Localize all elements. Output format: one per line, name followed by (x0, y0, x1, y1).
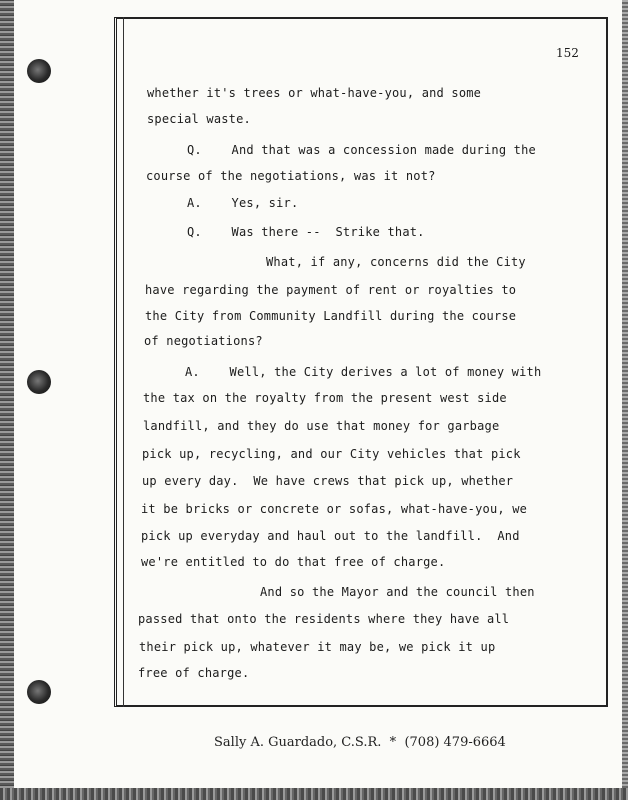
answer-line: A. Well, the City derives a lot of money with (185, 365, 542, 379)
transcript-line: What, if any, concerns did the City (266, 255, 526, 269)
punch-hole (27, 59, 51, 83)
transcript-line: pick up everyday and haul out to the landfill. And (141, 529, 520, 543)
question-line: Q. And that was a concession made during the (187, 143, 536, 157)
transcript-line: pick up, recycling, and our City vehicles that pick (142, 447, 521, 461)
transcript-line: course of the negotiations, was it not? (146, 169, 436, 183)
transcript-line: whether it's trees or what-have-you, and some (147, 86, 482, 100)
scan-edge-bottom (0, 788, 628, 800)
transcript-line: special waste. (147, 112, 251, 126)
answer-line: A. Yes, sir. (187, 196, 299, 210)
page-number: 152 (556, 46, 579, 60)
transcript-line: landfill, and they do use that money for garbage (143, 419, 500, 433)
transcript-line: passed that onto the residents where they have all (138, 612, 510, 626)
punch-hole (27, 680, 51, 704)
transcript-line: free of charge. (138, 666, 250, 680)
transcript-line: have regarding the payment of rent or royalties to (145, 283, 517, 297)
scan-edge-right (622, 0, 628, 800)
transcript-line: it be bricks or concrete or sofas, what-have-you, we (141, 502, 528, 516)
transcript-line: up every day. We have crews that pick up, whether (142, 474, 514, 488)
question-line: Q. Was there -- Strike that. (187, 225, 425, 239)
transcript-line: we're entitled to do that free of charge. (141, 555, 446, 569)
transcript-line: the City from Community Landfill during the course (145, 309, 517, 323)
scan-edge-left (0, 0, 14, 800)
transcript-line: their pick up, whatever it may be, we pick it up (139, 640, 496, 654)
transcript-line: And so the Mayor and the council then (260, 585, 535, 599)
punch-hole (27, 370, 51, 394)
transcript-margin-line (123, 17, 124, 707)
transcript-line: the tax on the royalty from the present west side (143, 391, 507, 405)
reporter-footer: Sally A. Guardado, C.S.R. * (708) 479-6664 (214, 735, 506, 750)
transcript-line: of negotiations? (144, 334, 263, 348)
